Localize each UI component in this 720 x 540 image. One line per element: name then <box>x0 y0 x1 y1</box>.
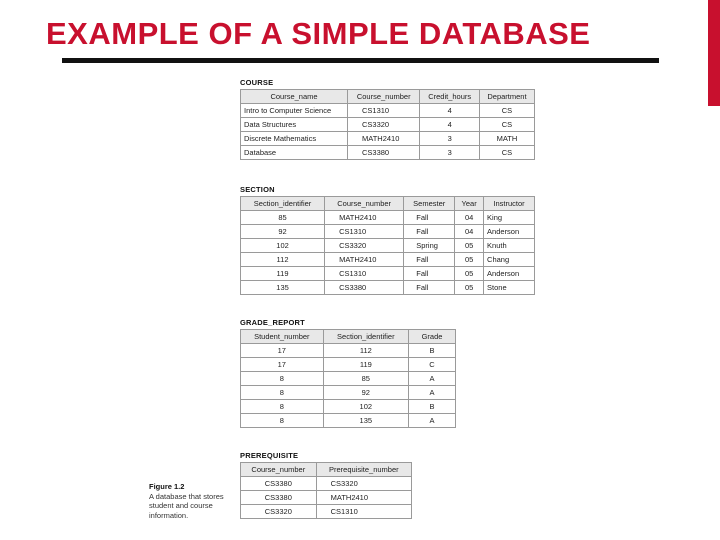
figure-label: Figure 1.2 <box>149 482 185 491</box>
table-cell: Database <box>241 146 348 160</box>
table-cell: 04 <box>455 211 484 225</box>
table-row <box>241 491 412 505</box>
table-cell: Fall <box>404 267 455 281</box>
table-cell: 4 <box>420 118 480 132</box>
table-cell: CS3320 <box>316 477 411 491</box>
table-cell: Fall <box>404 211 455 225</box>
table-cell: 05 <box>455 253 484 267</box>
grade-report-table-block <box>240 318 456 428</box>
column-header: Course_name <box>241 90 348 104</box>
grade-report-table <box>240 329 456 428</box>
table-cell: MATH2410 <box>348 132 420 146</box>
table-cell: 85 <box>323 372 408 386</box>
section-table-block <box>240 185 535 295</box>
table-cell: 112 <box>323 344 408 358</box>
table-row <box>241 253 535 267</box>
table-cell: 8 <box>241 386 324 400</box>
table-cell: MATH2410 <box>316 491 411 505</box>
table-row <box>241 505 412 519</box>
table-cell: Anderson <box>484 225 535 239</box>
table-cell: 05 <box>455 281 484 295</box>
table-cell: CS <box>479 104 534 118</box>
column-header: Section_identifier <box>323 330 408 344</box>
table-cell: Discrete Mathematics <box>241 132 348 146</box>
table-cell: CS1310 <box>316 505 411 519</box>
table-cell: Chang <box>484 253 535 267</box>
column-header: Credit_hours <box>420 90 480 104</box>
table-cell: 102 <box>323 400 408 414</box>
slide-title: EXAMPLE OF A SIMPLE DATABASE <box>46 16 591 51</box>
table-cell: 05 <box>455 239 484 253</box>
table-row <box>241 239 535 253</box>
table-row <box>241 281 535 295</box>
table-header-row <box>241 197 535 211</box>
table-cell: Spring <box>404 239 455 253</box>
table-cell: 3 <box>420 132 480 146</box>
table-cell: 8 <box>241 400 324 414</box>
column-header: Department <box>479 90 534 104</box>
table-row <box>241 104 535 118</box>
column-header: Year <box>455 197 484 211</box>
table-cell: 85 <box>241 211 325 225</box>
prerequisite-table-block <box>240 451 412 519</box>
table-cell: CS3320 <box>325 239 404 253</box>
table-cell: 4 <box>420 104 480 118</box>
column-header: Course_number <box>241 463 317 477</box>
table-cell: CS1310 <box>348 104 420 118</box>
table-cell: 92 <box>241 225 325 239</box>
table-cell: 8 <box>241 372 324 386</box>
table-cell: Anderson <box>484 267 535 281</box>
table-cell: 135 <box>323 414 408 428</box>
table-cell: CS3380 <box>241 477 317 491</box>
table-row <box>241 386 456 400</box>
table-cell: King <box>484 211 535 225</box>
table-row <box>241 132 535 146</box>
figure-caption <box>149 482 239 520</box>
prerequisite-table <box>240 462 412 519</box>
table-cell: CS3320 <box>241 505 317 519</box>
table-cell: Fall <box>404 281 455 295</box>
column-header: Semester <box>404 197 455 211</box>
table-cell: CS1310 <box>325 225 404 239</box>
course-table-title: COURSE <box>240 78 274 87</box>
table-cell: CS <box>479 146 534 160</box>
table-cell: MATH2410 <box>325 211 404 225</box>
course-table <box>240 89 535 160</box>
table-header-row <box>241 90 535 104</box>
column-header: Prerequisite_number <box>316 463 411 477</box>
table-cell: 135 <box>241 281 325 295</box>
table-header-row <box>241 330 456 344</box>
table-row <box>241 146 535 160</box>
section-table <box>240 196 535 295</box>
column-header: Course_number <box>325 197 404 211</box>
table-row <box>241 225 535 239</box>
prerequisite-table-title: PREREQUISITE <box>240 451 299 460</box>
column-header: Grade <box>409 330 456 344</box>
table-cell: Stone <box>484 281 535 295</box>
table-cell: 102 <box>241 239 325 253</box>
table-cell: CS3380 <box>348 146 420 160</box>
table-cell: C <box>409 358 456 372</box>
column-header: Student_number <box>241 330 324 344</box>
figure-caption-text: A database that stores student and course information. <box>149 491 224 520</box>
table-cell: 119 <box>323 358 408 372</box>
table-cell: 92 <box>323 386 408 400</box>
table-cell: CS3380 <box>241 491 317 505</box>
table-row <box>241 358 456 372</box>
table-cell: 3 <box>420 146 480 160</box>
column-header: Instructor <box>484 197 535 211</box>
table-cell: MATH <box>479 132 534 146</box>
table-cell: CS3320 <box>348 118 420 132</box>
table-cell: 119 <box>241 267 325 281</box>
table-row <box>241 414 456 428</box>
table-cell: CS3380 <box>325 281 404 295</box>
table-cell: A <box>409 372 456 386</box>
table-row <box>241 211 535 225</box>
table-cell: B <box>409 400 456 414</box>
table-cell: Fall <box>404 225 455 239</box>
table-row <box>241 477 412 491</box>
table-cell: Knuth <box>484 239 535 253</box>
table-row <box>241 372 456 386</box>
accent-bar <box>708 0 720 106</box>
title-underline <box>62 58 659 63</box>
table-cell: CS <box>479 118 534 132</box>
table-row <box>241 344 456 358</box>
table-cell: Fall <box>404 253 455 267</box>
table-cell: 8 <box>241 414 324 428</box>
table-cell: A <box>409 386 456 400</box>
table-cell: Intro to Computer Science <box>241 104 348 118</box>
table-cell: A <box>409 414 456 428</box>
table-cell: Data Structures <box>241 118 348 132</box>
table-cell: MATH2410 <box>325 253 404 267</box>
table-cell: 05 <box>455 267 484 281</box>
table-cell: 17 <box>241 344 324 358</box>
table-row <box>241 118 535 132</box>
column-header: Section_identifier <box>241 197 325 211</box>
grade-report-table-title: GRADE_REPORT <box>240 318 305 327</box>
table-cell: 17 <box>241 358 324 372</box>
table-header-row <box>241 463 412 477</box>
table-cell: 112 <box>241 253 325 267</box>
table-cell: 04 <box>455 225 484 239</box>
table-row <box>241 267 535 281</box>
section-table-title: SECTION <box>240 185 275 194</box>
table-cell: B <box>409 344 456 358</box>
table-row <box>241 400 456 414</box>
course-table-block <box>240 78 535 160</box>
table-cell: CS1310 <box>325 267 404 281</box>
column-header: Course_number <box>348 90 420 104</box>
